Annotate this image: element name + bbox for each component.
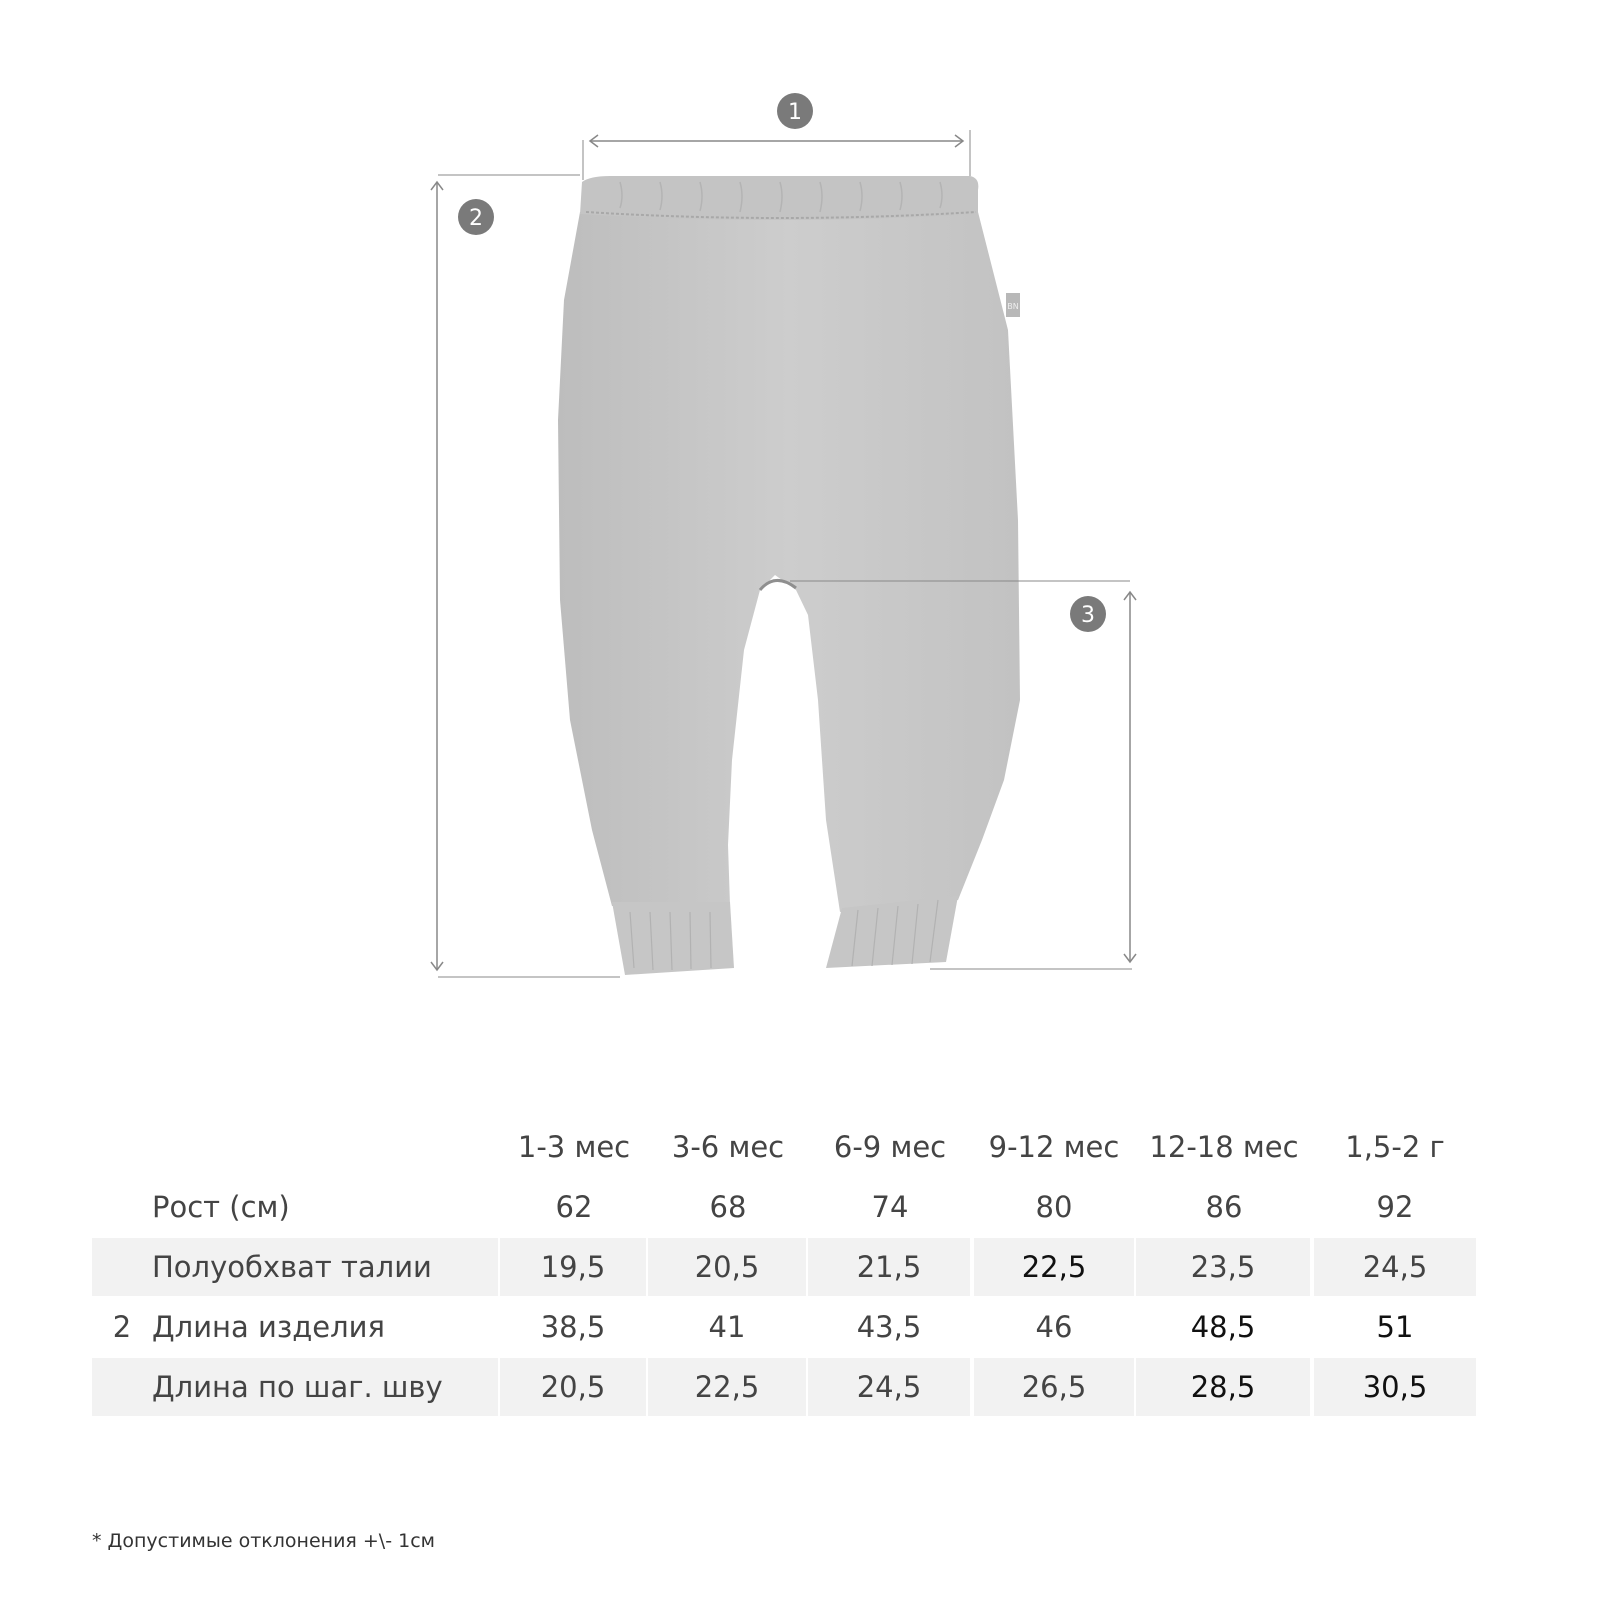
svg-text:2: 2 xyxy=(469,206,483,231)
table-cell: 24,5 xyxy=(808,1358,970,1416)
row-label: Длина по шаг. шву xyxy=(92,1358,498,1416)
table-cell: 51 xyxy=(1376,1310,1414,1344)
table-cell: 43,5 xyxy=(856,1310,922,1344)
table-row-length xyxy=(92,1298,1508,1358)
table-cell: 68 xyxy=(709,1190,747,1224)
svg-text:BN: BN xyxy=(1007,302,1019,311)
table-cell: 74 xyxy=(871,1190,909,1224)
table-cell: 23,5 xyxy=(1136,1238,1310,1296)
table-cell: 30,5 xyxy=(1314,1358,1476,1416)
table-row-inseam xyxy=(92,1358,1508,1418)
table-cell: 22,5 xyxy=(974,1238,1134,1296)
table-cell: 38,5 xyxy=(540,1310,606,1344)
column-header: 12-18 мес xyxy=(1149,1130,1299,1164)
tolerance-footnote: * Допустимые отклонения +\- 1см xyxy=(92,1530,435,1552)
table-cell: 80 xyxy=(1035,1190,1073,1224)
svg-text:3: 3 xyxy=(1081,603,1095,628)
row-label: Рост (см) xyxy=(152,1190,290,1224)
table-cell: 21,5 xyxy=(808,1238,970,1296)
column-header: 1,5-2 г xyxy=(1345,1130,1445,1164)
table-cell: 48,5 xyxy=(1190,1310,1256,1344)
table-cell: 24,5 xyxy=(1314,1238,1476,1296)
table-cell: 86 xyxy=(1205,1190,1243,1224)
column-header: 9-12 мес xyxy=(988,1130,1120,1164)
row-index: 2 xyxy=(112,1310,132,1344)
row-label: Полуобхват талии xyxy=(92,1238,498,1296)
column-header: 6-9 мес xyxy=(833,1130,947,1164)
column-header: 1-3 мес xyxy=(517,1130,631,1164)
table-row-height xyxy=(92,1178,1508,1238)
table-cell: 28,5 xyxy=(1136,1358,1310,1416)
table-cell: 20,5 xyxy=(500,1358,646,1416)
row-label: Длина изделия xyxy=(152,1310,385,1344)
table-cell: 62 xyxy=(555,1190,593,1224)
table-cell: 19,5 xyxy=(500,1238,646,1296)
size-table xyxy=(92,1118,1508,1418)
measurement-waist xyxy=(583,130,970,180)
table-cell: 20,5 xyxy=(648,1238,806,1296)
table-cell: 41 xyxy=(708,1310,746,1344)
table-cell: 22,5 xyxy=(648,1358,806,1416)
table-cell: 92 xyxy=(1376,1190,1414,1224)
column-header: 3-6 мес xyxy=(671,1130,785,1164)
pants-illustration xyxy=(558,176,1020,975)
svg-text:1: 1 xyxy=(788,100,802,125)
table-cell: 26,5 xyxy=(974,1358,1134,1416)
table-header-row xyxy=(92,1118,1508,1178)
table-cell: 46 xyxy=(1035,1310,1073,1344)
table-row-waist xyxy=(92,1238,1508,1298)
